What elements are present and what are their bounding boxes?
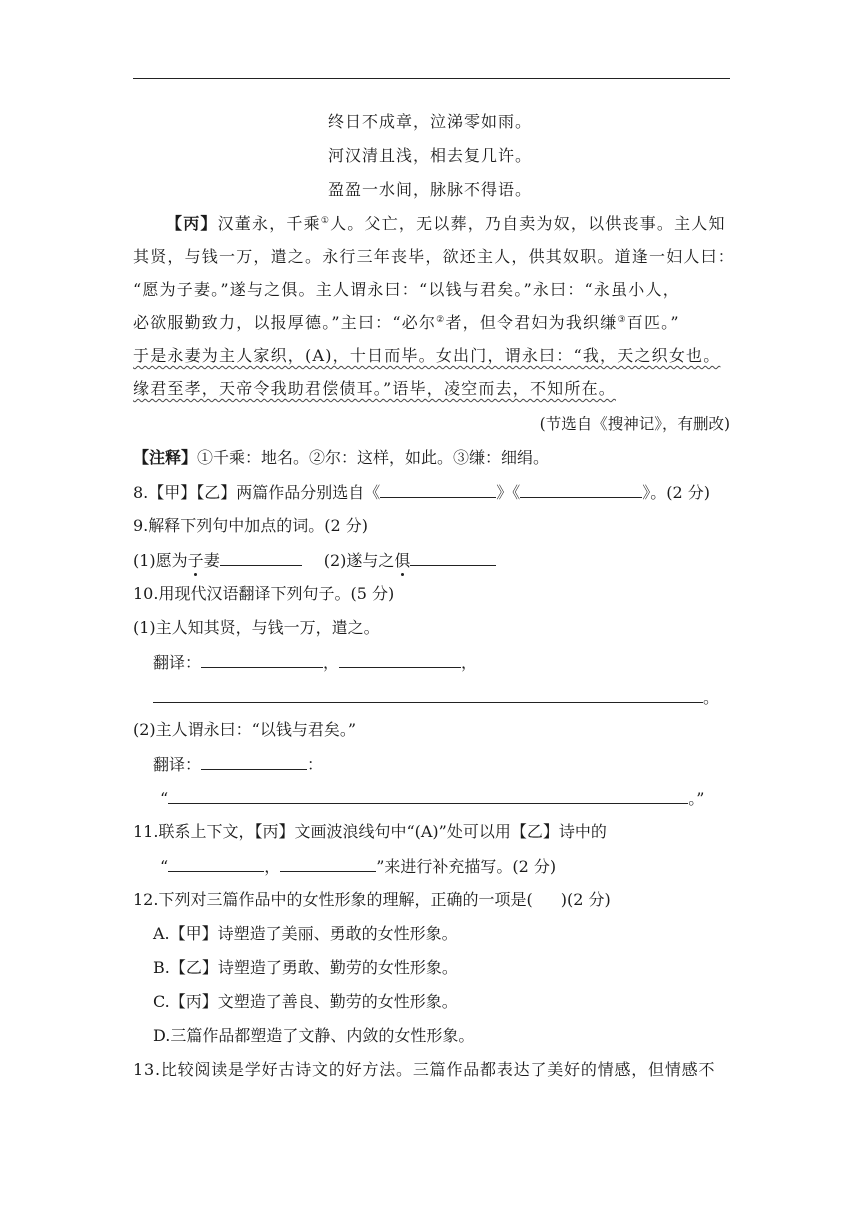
answer-blank[interactable] <box>220 549 302 566</box>
dotted-char: 子 <box>187 551 204 570</box>
passage-line: “愿为子妻。”遂与之俱。主人谓永曰：“以钱与君矣。”永曰：“永虽小人， <box>133 280 680 299</box>
annotation-note: 【注释】①千乘：地名。②尔：这样，如此。③缣：细绢。 <box>133 448 550 467</box>
footnote-mark: ② <box>436 315 446 325</box>
passage-line: 【丙】汉董永，千乘①人。父亡，无以葬，乃自卖为奴，以供丧事。主人知 <box>166 214 726 233</box>
poem-line: 河汉清且浅，相去复几许。 <box>328 146 533 165</box>
choice-option-c[interactable]: C.【丙】文塑造了善良、勤劳的女性形象。 <box>153 992 458 1011</box>
translation-line: 。 <box>153 686 719 709</box>
choice-option-d[interactable]: D.三篇作品都塑造了文静、内敛的女性形象。 <box>153 1026 475 1045</box>
choice-option-a[interactable]: A.【甲】诗塑造了美丽、勇敢的女性形象。 <box>153 924 458 943</box>
question-9-items: (1)愿为子妻 (2)遂与之俱 <box>133 549 496 572</box>
question-13: 13.比较阅读是学好古诗文的好方法。三篇作品都表达了美好的情感，但情感不 <box>133 1060 716 1079</box>
wavy-underlined-sentence: 缘君至孝，天帝令我助君偿债耳。”语毕，凌空而去，不知所在。 <box>133 379 616 398</box>
answer-blank[interactable] <box>380 481 496 498</box>
question-10-sentence-2: (2)主人谓永曰：“以钱与君矣。” <box>133 720 357 739</box>
answer-blank[interactable] <box>410 549 496 566</box>
footnote-mark: ① <box>320 216 331 226</box>
question-11: 11.联系上下文，【丙】文画波浪线句中“(A)”处可以用【乙】诗中的 <box>133 822 607 841</box>
answer-blank[interactable] <box>339 651 461 668</box>
choice-option-b[interactable]: B.【乙】诗塑造了勇敢、勤劳的女性形象。 <box>153 958 458 977</box>
answer-blank[interactable] <box>168 787 688 804</box>
answer-blank[interactable] <box>201 753 307 770</box>
wavy-underlined-sentence: 于是永妻为主人家织，(A)，十日而毕。女出门，谓永曰：“我，天之织女也。 <box>133 346 721 365</box>
question-9-stem: 9.解释下列句中加点的词。(2 分) <box>133 516 369 535</box>
translation-line: “ 。” <box>160 789 705 808</box>
question-12-stem: 12.下列对三篇作品中的女性形象的理解，正确的一项是( )(2 分) <box>133 890 611 909</box>
answer-blank[interactable] <box>201 651 323 668</box>
passage-label: 【丙】 <box>166 214 218 233</box>
answer-blank[interactable] <box>168 855 264 872</box>
dotted-char: 俱 <box>394 551 411 570</box>
passage-line <box>133 345 720 367</box>
question-11-blanks: “ ， ”来进行补充描写。(2 分) <box>160 857 557 876</box>
translation-line: 翻译： ， ， <box>153 653 478 672</box>
answer-blank[interactable] <box>280 855 376 872</box>
answer-blank[interactable] <box>520 481 642 498</box>
answer-blank[interactable] <box>153 686 703 703</box>
header-rule <box>133 78 730 79</box>
question-10-stem: 10.用现代汉语翻译下列句子。(5 分) <box>133 584 395 603</box>
passage-line <box>133 378 616 400</box>
passage-line: 其贤，与钱一万，遣之。永行三年丧毕，欲还主人，供其奴职。道逢一妇人曰： <box>133 247 736 266</box>
passage-source: (节选自《搜神记》，有删改) <box>539 415 730 433</box>
passage-line: 必欲服勤致力，以报厚德。”主曰：“必尔②者，但令君妇为我织缣③百匹。” <box>133 313 680 332</box>
translation-line: 翻译： ： <box>153 755 324 774</box>
question-10-sentence-1: (1)主人知其贤，与钱一万，遣之。 <box>133 618 380 637</box>
footnote-mark: ③ <box>617 315 627 325</box>
poem-line: 盈盈一水间，脉脉不得语。 <box>328 180 533 199</box>
poem-line: 终日不成章，泣涕零如雨。 <box>328 112 533 131</box>
question-8: 8.【甲】【乙】两篇作品分别选自《 》《 》。(2 分) <box>133 483 711 502</box>
